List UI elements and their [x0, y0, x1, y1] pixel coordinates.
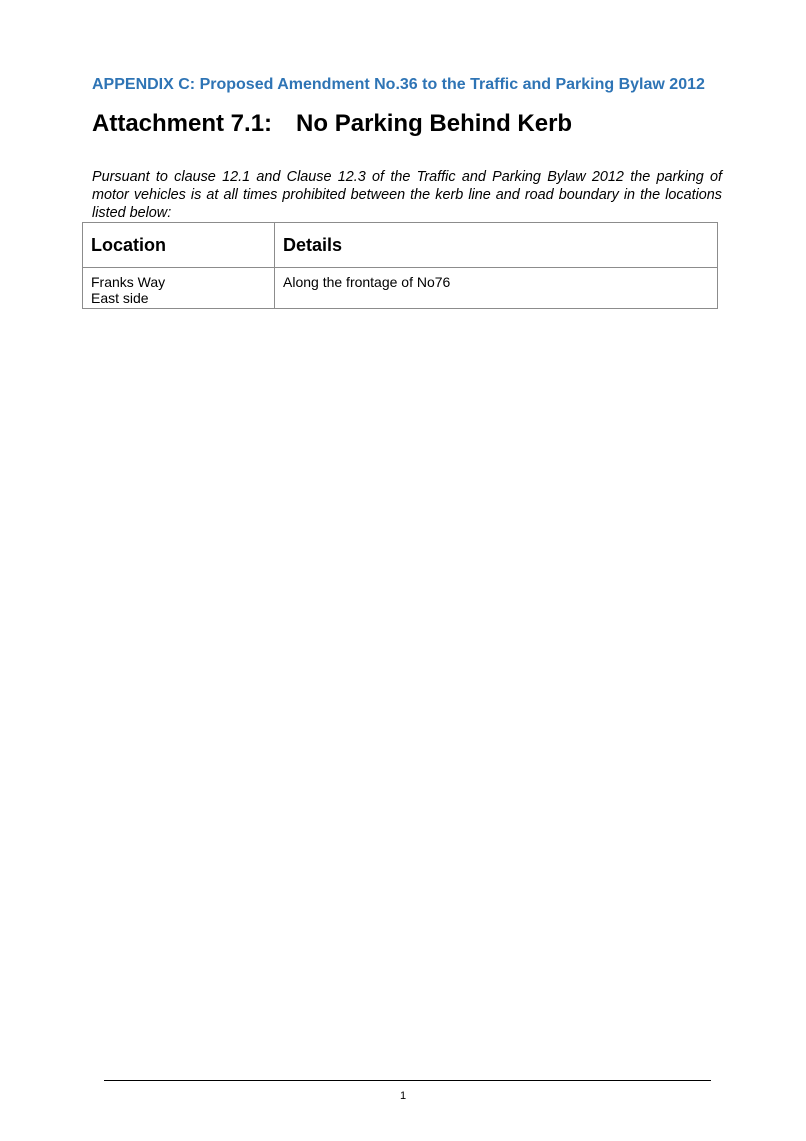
no-parking-table: [82, 222, 718, 309]
attachment-title: [92, 110, 572, 138]
intro-paragraph: Pursuant to clause 12.1 and Clause 12.3 of the Traffic and Parking Bylaw 2012 the parking of motor vehicles is at all times prohibited between the kerb line and road boundary in the locations listed below:: [92, 169, 722, 221]
location-cell: [83, 268, 275, 309]
location-street: Franks Way: [91, 274, 166, 290]
header-details: Details: [275, 223, 718, 268]
page-number: 1: [399, 1090, 407, 1102]
attachment-number: Attachment 7.1:: [92, 110, 273, 137]
details-cell: Along the frontage of No76: [275, 268, 718, 309]
footer-divider: [104, 1080, 711, 1081]
location-side: East side: [91, 290, 149, 306]
appendix-heading: APPENDIX C: Proposed Amendment No.36 to the Traffic and Parking Bylaw 2012: [92, 76, 705, 93]
table-row: [83, 268, 718, 309]
header-location: Location: [83, 223, 275, 268]
table-header-row: [83, 223, 718, 268]
attachment-name: No Parking Behind Kerb: [296, 110, 573, 137]
